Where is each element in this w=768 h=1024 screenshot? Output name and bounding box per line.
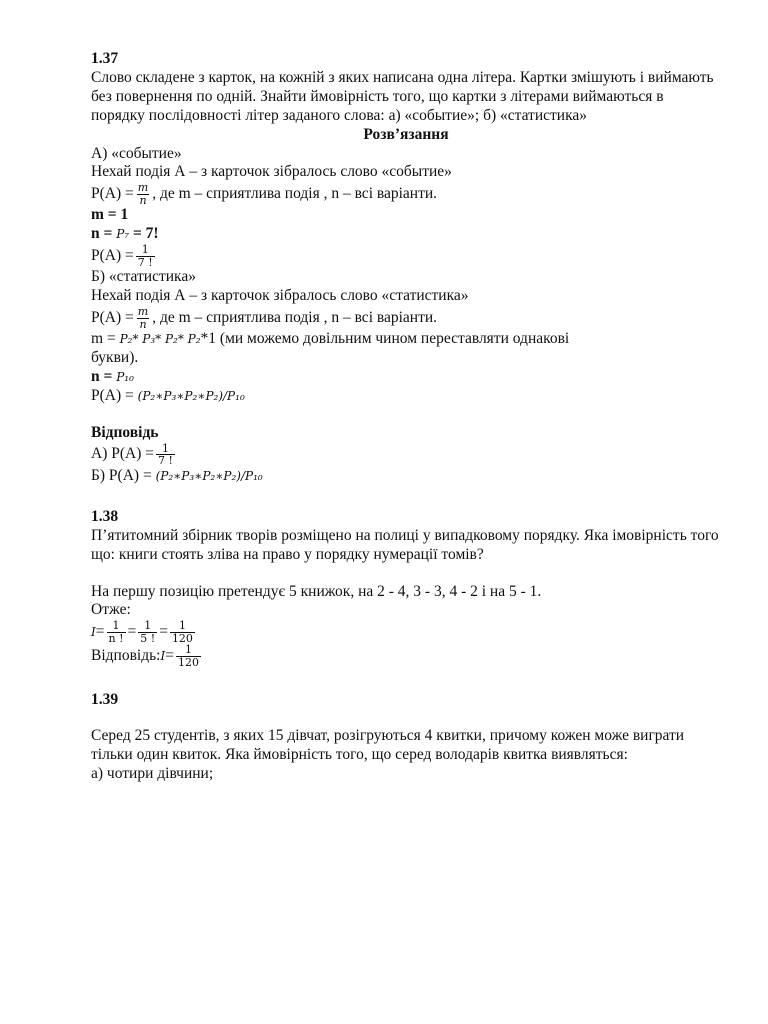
formula-prefix: P(A) = xyxy=(91,184,134,202)
answer-expression: (P₂∗P₃∗P₂∗P₂)/P₁₀ xyxy=(155,468,263,483)
fraction-numerator: 1 xyxy=(144,619,152,633)
answer-prefix: Б) P(A) = xyxy=(91,466,156,484)
fraction-numerator: 1 xyxy=(178,619,186,633)
n-prefix: n = xyxy=(91,225,117,243)
problem-number-1-37: 1.37 xyxy=(91,50,119,67)
fraction-numerator: 1 xyxy=(184,643,192,657)
spacer xyxy=(91,406,721,424)
formula-prefix: P(A) = xyxy=(91,308,134,326)
part-a-event: Нехай подія А – з карточок зібралось слово «событие» xyxy=(91,163,452,181)
fraction-denominator: 5 ! xyxy=(140,631,156,645)
equals-sign: = xyxy=(159,622,168,640)
fraction-1-over-n-factorial xyxy=(107,620,126,644)
fraction-1-over-5-factorial xyxy=(138,620,157,644)
condition-item-a: а) чотири дівчини; xyxy=(91,765,214,783)
fraction-denominator: n xyxy=(139,317,147,331)
answer-prefix: А) P(A) = xyxy=(91,445,154,463)
n-prefix: n = xyxy=(91,368,117,386)
fraction-denominator: 7 ! xyxy=(137,255,153,269)
part-a-m-value: m = 1 xyxy=(91,206,129,224)
part-b-event: Нехай подія А – з карточок зібралось слово «статистика» xyxy=(91,287,469,305)
formula-explanation: , де m – сприятлива подія , n – всі варіанти. xyxy=(152,308,438,326)
therefore-label: Отже: xyxy=(91,601,131,619)
answer-label: Відповідь: xyxy=(91,647,161,664)
part-a-n-value xyxy=(91,225,721,244)
probability-formula-a xyxy=(91,182,721,206)
n-tail: = 7! xyxy=(129,225,159,243)
fraction-denominator: 7 ! xyxy=(157,454,173,468)
answer-1-38 xyxy=(91,644,721,668)
fraction-1-over-7-factorial xyxy=(136,244,155,268)
permutation-symbol: P₇ xyxy=(116,227,130,242)
spacer xyxy=(91,486,721,508)
fraction-m-over-n xyxy=(136,306,150,330)
fraction-m-over-n xyxy=(136,182,150,206)
document-page xyxy=(91,50,721,784)
permutation-symbol: P₁₀ xyxy=(116,370,134,385)
fraction-numerator: 1 xyxy=(161,441,169,455)
part-b-heading: Б) «статистика» xyxy=(91,268,196,286)
fraction-numerator: 1 xyxy=(141,243,149,257)
equals-sign: = xyxy=(127,622,137,640)
answer-a xyxy=(91,443,721,467)
part-a-heading: А) «событие» xyxy=(91,144,182,162)
permutation-product: P₂* P₃* P₂* P₂ xyxy=(119,332,201,347)
fraction-denominator: n xyxy=(139,193,147,207)
fraction-denominator: 120 xyxy=(171,631,193,645)
m-prefix: m = xyxy=(91,330,120,348)
part-b-result xyxy=(91,387,721,406)
variable-i: I xyxy=(160,649,166,664)
equals-sign: = xyxy=(165,647,174,664)
fraction-denominator: n ! xyxy=(108,631,124,645)
solution-heading: Розв’язання xyxy=(363,125,449,143)
probability-formula-b xyxy=(91,306,721,330)
reasoning-step: На першу позицію претендує 5 книжок, на 2 - 4, 3 - 3, 4 - 2 і на 5 - 1. xyxy=(91,582,542,600)
result-expression: (P₂∗P₃∗P₂∗P₂)/P₁₀ xyxy=(137,388,245,403)
part-b-n-value xyxy=(91,368,721,387)
spacer xyxy=(91,709,721,727)
probability-calculation xyxy=(91,620,721,644)
fraction-denominator: 120 xyxy=(177,655,199,669)
problem-number-1-38: 1.38 xyxy=(91,507,119,525)
part-b-m-continuation: букви). xyxy=(91,349,139,367)
result-prefix: P(A) = xyxy=(91,386,138,404)
answer-b xyxy=(91,467,721,486)
spacer xyxy=(91,669,721,691)
result-prefix: P(A) = xyxy=(91,246,134,264)
part-b-m-value xyxy=(91,330,721,349)
fraction-numerator: 1 xyxy=(112,619,120,633)
problem-condition-1-37: Слово складене з карток, на кожній з яких написана одна літера. Картки змішують і виймають без повернення по одній. Знайти ймовірність того, що картки з літерами виймаються в порядку послідовності літер заданого слова: а) «событие»; б) «статистика» xyxy=(91,68,714,124)
answer-heading: Відповідь xyxy=(91,423,159,441)
spacer xyxy=(91,565,721,583)
fraction-1-over-120 xyxy=(176,644,201,668)
fraction-numerator: m xyxy=(137,305,149,319)
variable-i: I xyxy=(91,625,96,640)
fraction-1-over-120 xyxy=(170,620,195,644)
fraction-numerator: m xyxy=(137,181,149,195)
problem-condition-1-38: П’ятитомний збірник творів розміщено на полиці у випадковому порядку. Яка імовірність того що: книги стоять зліва на право у порядку нумерації томів? xyxy=(91,526,719,563)
problem-number-1-39: 1.39 xyxy=(91,690,119,708)
part-a-result xyxy=(91,244,721,268)
equals-sign: = xyxy=(95,622,105,640)
formula-explanation: , де m – сприятлива подія , n – всі варіанти. xyxy=(152,184,438,202)
m-tail: *1 (ми можемо довільним чином переставляти однакові xyxy=(200,330,570,348)
fraction-1-over-7-factorial xyxy=(156,443,175,467)
problem-condition-1-39: Серед 25 студентів, з яких 15 дівчат, розігруються 4 квитки, причому кожен може виграти тільки один квиток. Яка ймовірність того, що серед володарів квитка виявляться: xyxy=(91,727,685,764)
